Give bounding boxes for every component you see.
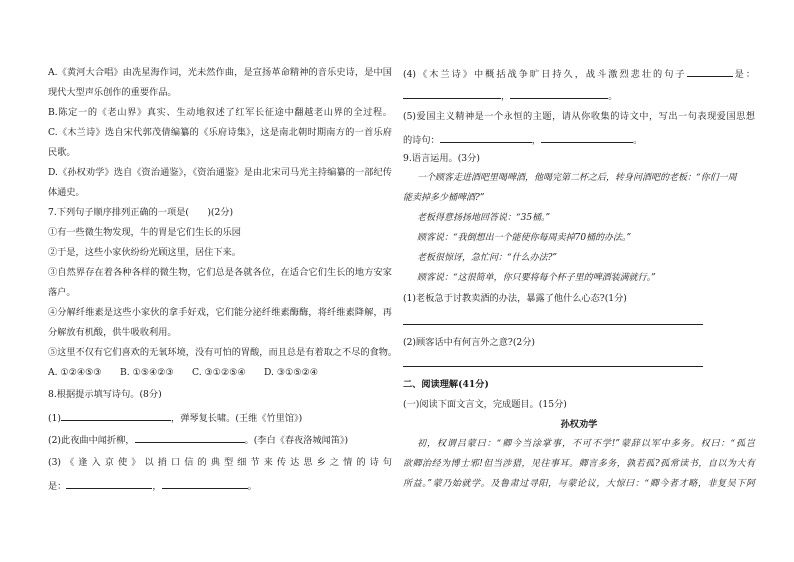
q9-2-answer-line[interactable]: [403, 366, 703, 367]
passage-line-3: 所益。”蒙乃始就学。及鲁肃过寻阳，与蒙论议，大惊曰：“卿今者才略，非复吴下阿: [403, 479, 755, 489]
q7-option-b[interactable]: B. ①⑤④②③: [120, 367, 174, 378]
q9-sub-2: (2)顾客话中有何言外之意?(2分): [403, 337, 536, 348]
q7-sentence-3-line2: 落户。: [48, 287, 76, 298]
option-b: B.陈定一的《老山界》真实、生动地叙述了红军长征途中翻越老山界的全过程。: [48, 107, 392, 118]
q8-5-pre: 的诗句：: [403, 135, 440, 146]
q8-4-blank-1[interactable]: [403, 88, 501, 99]
q7-option-d[interactable]: D. ③①⑤②④: [264, 367, 319, 378]
q8-item-4-line1: [403, 66, 755, 81]
option-c-line1: C.《木兰诗》选自宋代郭茂倩编纂的《乐府诗集》，这是南北朝时期南方的一首乐府: [48, 127, 392, 138]
story-line-4: 顾客说：“我倒想出一个能使你每周卖掉70桶的办法。”: [417, 233, 632, 243]
story-line-2: 能卖掉多少桶啤酒?”: [403, 193, 485, 203]
q8-item-3-line1: (3)《逢入京使》以捎口信的典型细节来传达思乡之情的诗句: [48, 457, 392, 468]
option-d-line2: 体通史。: [48, 187, 85, 198]
q8-item-2: [48, 432, 392, 447]
q8-3-pre: 是：: [48, 481, 67, 492]
option-c-line2: 民歌。: [48, 147, 76, 158]
story-line-6: 顾客说：“这很简单，你只要将每个杯子里的啤酒装满就行。”: [417, 273, 656, 283]
passage-line-1: 初，权谓吕蒙曰：“卿今当涂掌事，不可不学!”蒙辞以军中多务。权曰：“孤岂: [417, 439, 755, 449]
q8-5-blank-2[interactable]: [541, 132, 633, 143]
q8-5-blank-1[interactable]: [440, 132, 532, 143]
q8-1-text: ，弹琴复长啸。(王维《竹里馆》): [171, 413, 303, 424]
q8-item-3-line2: [48, 478, 392, 493]
q8-1-blank[interactable]: [61, 410, 171, 421]
q7-sentence-5: ⑤这里不仅有它们喜欢的无氧环境，没有可怕的胃酸，而且总是有着取之不尽的食物。: [48, 347, 398, 358]
option-a-line2: 现代大型声乐创作的重要作品。: [48, 87, 177, 98]
passage-line-2: 欲卿治经为博士邪!但当涉猎，见往事耳。卿言多务，孰若孤?孤常读书，自以为大有: [403, 459, 755, 469]
q9-1-answer-line[interactable]: [403, 324, 703, 325]
q8-4-end2: 。: [608, 91, 618, 102]
q8-4-blank-0[interactable]: [687, 66, 733, 77]
q8-1-number: (1): [48, 413, 62, 424]
q8-5-end: 。: [632, 135, 643, 146]
q8-3-post: 。: [247, 481, 257, 492]
story-line-3: 老板得意扬扬地回答说：“35桶。”: [417, 213, 551, 223]
story-line-1: 一个顾客走进酒吧里喝啤酒，他喝完第二杯之后，转身问酒吧的老板：“你们一周: [417, 173, 737, 183]
q8-item-5-line2: [403, 132, 755, 147]
q8-3-mid: ，: [152, 481, 162, 492]
q7-sentence-4-line2: 分解放有机酸，供牛吸收利用。: [48, 327, 177, 338]
story-line-5: 老板很惊讶，急忙问：“什么办法?”: [417, 253, 558, 263]
q7-sentence-1: ①有一些微生物发现，牛的胃是它们生长的乐园: [48, 227, 241, 238]
q8-item-1: [48, 410, 392, 425]
q8-2-blank[interactable]: [135, 432, 245, 443]
q8-item-4-line2: [403, 88, 755, 103]
option-d-line1: D.《孙权劝学》选自《资治通鉴》，《资治通鉴》是由北宋司马光主持编纂的一部纪传: [48, 167, 392, 178]
q7-sentence-2: ②于是，这些小家伙纷纷光顾这里，居住下来。: [48, 247, 241, 258]
q7-option-c[interactable]: C. ③①②⑤④: [192, 367, 246, 378]
q8-4-blank-2[interactable]: [510, 88, 608, 99]
q8-3-blank-2[interactable]: [162, 478, 248, 489]
subsection-1-heading: (一)阅读下面文言文，完成题目。(15分): [403, 399, 567, 410]
q7-sentence-4-line1: ④分解纤维素是这些小家伙的拿手好戏，它们能分泌纤维素酶酶，将纤维素降解，再: [48, 307, 392, 318]
question-7: 7.下列句子顺序排列正确的一项是( )(2分): [48, 207, 234, 218]
q8-4-end: 是：: [732, 69, 756, 80]
q9-sub-1: (1)老板急于讨教卖酒的办法，暴露了他什么心态?(1分): [403, 293, 627, 304]
q8-2-post: 。(李白《春夜洛城闻笛》): [244, 435, 349, 446]
question-9: 9.语言运用。(3分): [403, 153, 480, 164]
q8-item-5-line1: (5)爱国主义精神是一个永恒的主题，请从你收集的诗文中，写出一句表现爱国思想: [403, 111, 755, 122]
q7-sentence-3-line1: ③自然界存在着各种各样的微生物，它们总是各就各位，在适合它们生长的地方安家: [48, 267, 392, 278]
passage-title: 孙权劝学: [560, 419, 598, 430]
q8-3-blank-1[interactable]: [66, 478, 152, 489]
q8-4-mid: ，: [501, 91, 511, 102]
q7-option-a[interactable]: A. ①②④⑤③: [48, 367, 102, 378]
q8-2-pre: (2)此夜曲中闻折柳，: [48, 435, 135, 446]
section-2-heading: 二、阅读理解(41分): [403, 379, 489, 390]
question-8: 8.根据提示填写诗句。(8分): [48, 389, 162, 400]
q8-5-mid: ，: [531, 135, 541, 146]
q8-4-text: (4)《木兰诗》中概括战争旷日持久，战斗激烈悲壮的句子: [403, 69, 687, 80]
option-a-line1: A.《黄河大合唱》由冼星海作词，光未然作曲，是宣扬革命精神的音乐史诗，是中国: [48, 67, 392, 78]
